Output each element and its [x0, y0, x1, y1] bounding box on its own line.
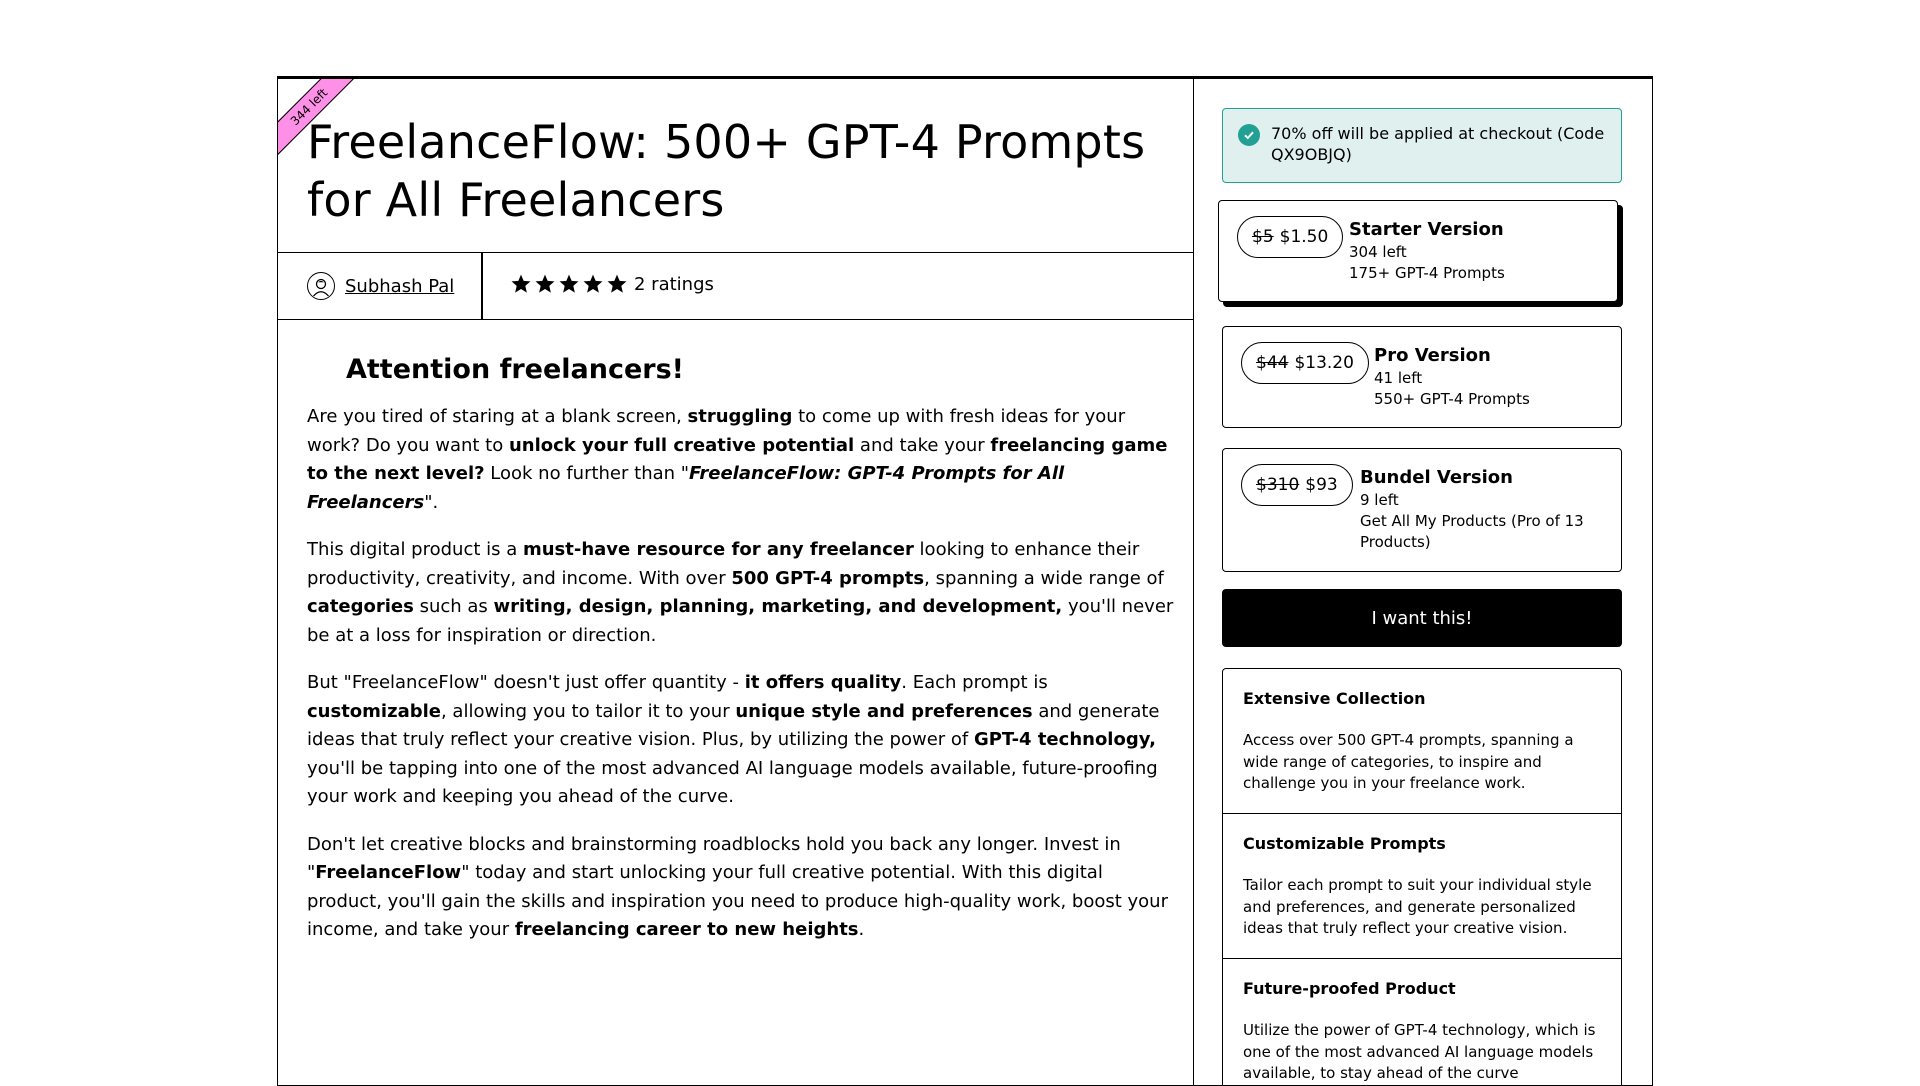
body-text: ".: [424, 491, 439, 513]
emphasis-text: struggling: [687, 406, 793, 427]
option-info: [1360, 466, 1610, 553]
option-detail: 550+ GPT-4 Prompts: [1374, 390, 1530, 408]
option-remaining: 9 left: [1360, 491, 1399, 509]
feature-text: Tailor each prompt to suit your individual style and preferences, and generate personalized ideas that truly reflect your creative vision.: [1243, 876, 1592, 937]
product-title: FreelanceFlow: 500+ GPT-4 Prompts for All Freelancers: [307, 115, 1146, 227]
body-text: But "FreelanceFlow" doesn't just offer quantity -: [307, 672, 745, 693]
original-price: $5: [1252, 227, 1274, 247]
emphasis-text: customizable: [307, 700, 441, 722]
emphasis-text: GPT-4 technology,: [973, 729, 1156, 750]
original-price: $44: [1256, 353, 1289, 373]
feature-title: Future-proofed Product: [1243, 979, 1456, 998]
emphasis-text: it offers quality: [744, 672, 902, 693]
option-pro[interactable]: [1222, 326, 1622, 428]
option-name: Starter Version: [1349, 219, 1504, 240]
feature-title: Extensive Collection: [1243, 689, 1426, 708]
feature-list: [1222, 668, 1622, 1086]
description-paragraph: [307, 669, 1177, 812]
star-icon: [606, 273, 628, 295]
body-text: and generate ideas that truly reflect your creative vision. Plus, by utilizing the power of: [307, 700, 1160, 750]
option-detail: 175+ GPT-4 Prompts: [1349, 264, 1505, 282]
emphasis-text: categories: [307, 596, 414, 617]
feature-item: [1223, 959, 1621, 1086]
rating-summary[interactable]: [510, 273, 714, 295]
emphasis-text: freelancing game to the next level?: [307, 434, 1168, 484]
feature-item: [1223, 814, 1621, 959]
option-bundle[interactable]: [1222, 448, 1622, 572]
product-main: [278, 79, 1194, 1085]
option-remaining: 41 left: [1374, 369, 1423, 387]
body-text: you'll be tapping into one of the most advanced AI language models available, future-proofing your work and keeping you ahead of the curve.: [307, 757, 1158, 807]
feature-title: Customizable Prompts: [1243, 834, 1446, 853]
meta-divider: [481, 253, 483, 319]
emphasis-text: 500 GPT-4 prompts: [731, 567, 925, 589]
body-text: Are you tired of staring at a blank screen,: [307, 406, 688, 427]
star-icon: [558, 273, 580, 295]
stock-ribbon: 344 left: [278, 79, 358, 159]
price-pill: [1237, 216, 1343, 258]
description-paragraph: [307, 536, 1177, 650]
avatar-face-icon: [310, 275, 332, 297]
discounted-price: $13.20: [1294, 353, 1354, 373]
star-icon: [582, 273, 604, 295]
body-text: you'll never be at a loss for inspiration or direction.: [307, 596, 1174, 646]
body-text: Look no further than ": [484, 463, 690, 484]
body-text: " today and start unlocking your full creative potential. With this digital product, you'll gain the skills and inspiration you need to produce high-quality work, boost your income, and take your: [307, 862, 1168, 940]
body-text: Don't let creative blocks and brainstorming roadblocks hold you back any longer. Invest in ": [307, 833, 1121, 883]
creator-link[interactable]: [307, 272, 454, 300]
buy-button[interactable]: I want this!: [1222, 589, 1622, 647]
original-price: $310: [1256, 475, 1300, 495]
feature-text: Utilize the power of GPT-4 technology, which is one of the most advanced AI language models available, to stay ahead of the curve: [1243, 1021, 1596, 1082]
avatar: [307, 272, 335, 300]
star-icon: [510, 273, 532, 295]
emphasis-text: must-have resource for any freelancer: [522, 539, 914, 560]
feature-item: [1223, 669, 1621, 814]
emphasis-text: unique style and preferences: [735, 700, 1033, 722]
price-pill: [1241, 342, 1369, 384]
body-text: . Each prompt is: [901, 672, 1048, 693]
price-pill: [1241, 464, 1353, 506]
star-icon: [534, 273, 556, 295]
body-text: such as: [413, 596, 494, 617]
discount-banner: [1222, 108, 1622, 183]
description-heading: Attention freelancers!: [346, 354, 684, 385]
option-info: [1349, 218, 1609, 284]
check-circle-icon: [1238, 124, 1260, 146]
body-text: , allowing you to tailor it to your: [440, 700, 736, 722]
body-text: to come up with fresh ideas for your work? Do you want to: [307, 406, 1126, 456]
discounted-price: $93: [1305, 475, 1338, 495]
body-text: This digital product is a: [307, 539, 523, 560]
product-card: [277, 76, 1653, 1086]
description-paragraph: [307, 831, 1177, 945]
option-name: Pro Version: [1374, 345, 1491, 366]
description-paragraph: [307, 403, 1177, 517]
emphasis-text: FreelanceFlow: GPT-4 Prompts for All Freelancers: [307, 463, 1065, 513]
body-text: , spanning a wide range of: [924, 567, 1164, 589]
emphasis-text: freelancing career to new heights: [514, 919, 859, 940]
body-text: .: [858, 919, 865, 940]
emphasis-text: unlock your full creative potential: [508, 434, 855, 456]
description-body: [307, 403, 1177, 945]
emphasis-text: writing, design, planning, marketing, and development,: [493, 596, 1063, 617]
option-remaining: 304 left: [1349, 243, 1407, 261]
creator-name[interactable]: Subhash Pal: [345, 275, 455, 297]
purchase-sidebar: [1222, 79, 1622, 1085]
product-meta-bar: [278, 252, 1194, 320]
body-text: looking to enhance their productivity, creativity, and income. With over: [307, 539, 1140, 589]
feature-text: Access over 500 GPT-4 prompts, spanning a wide range of categories, to inspire and challenge you in your freelance work.: [1243, 731, 1574, 792]
ratings-count: 2 ratings: [634, 273, 714, 295]
option-name: Bundel Version: [1360, 467, 1513, 488]
option-info: [1374, 344, 1614, 410]
emphasis-text: FreelanceFlow: [315, 862, 462, 883]
body-text: and take your: [854, 434, 991, 456]
option-detail: Get All My Products (Pro of 13 Products): [1360, 512, 1584, 551]
discounted-price: $1.50: [1279, 227, 1329, 247]
discount-text: 70% off will be applied at checkout (Code QX9OBJQ): [1271, 124, 1605, 164]
product-description: [307, 353, 1177, 964]
option-starter[interactable]: [1218, 200, 1618, 302]
rating-stars: [510, 273, 628, 295]
